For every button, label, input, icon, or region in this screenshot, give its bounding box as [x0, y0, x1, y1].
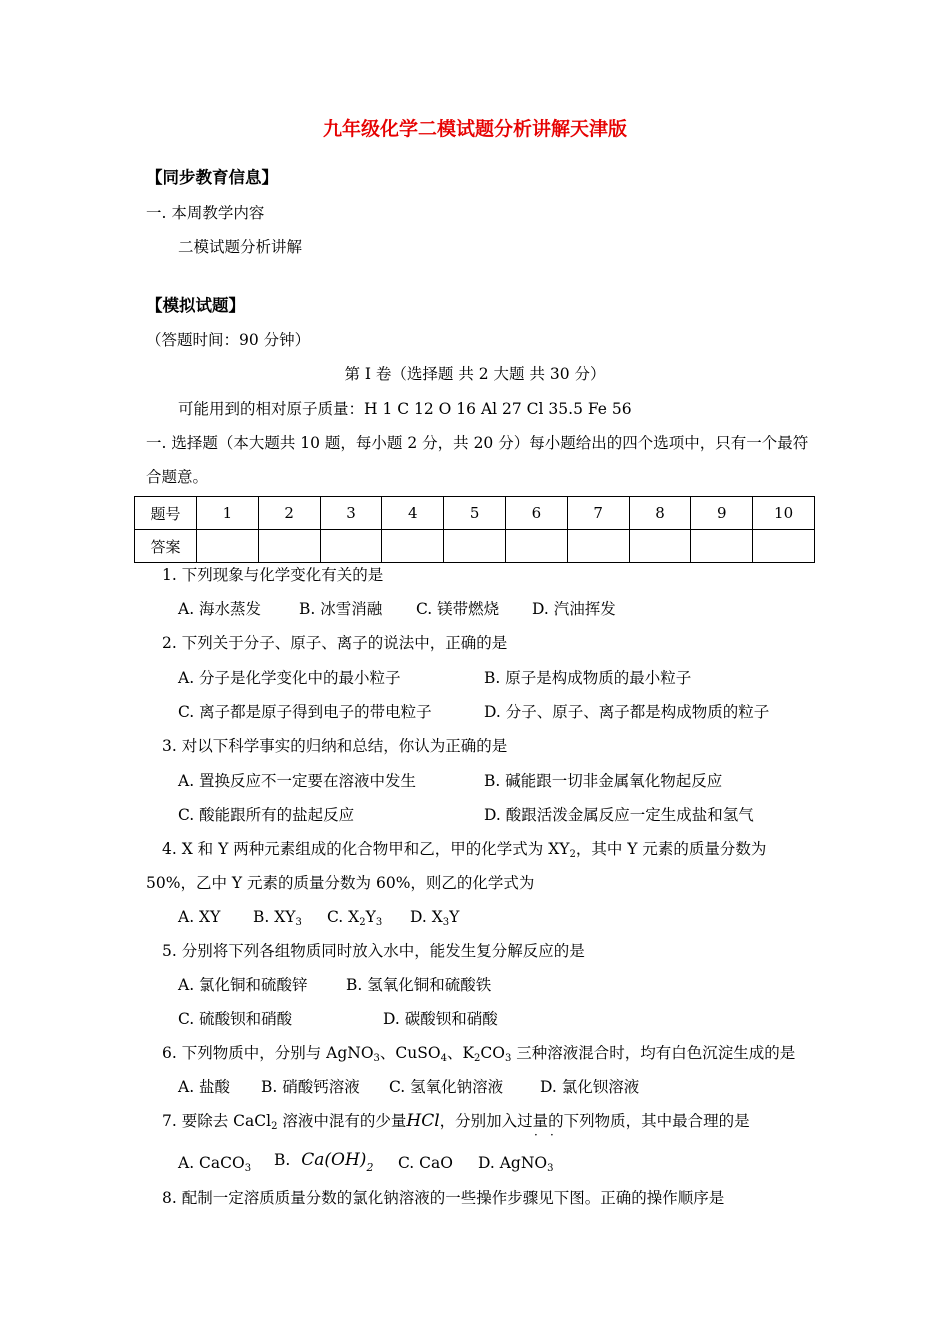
subscript: 3 [375, 917, 383, 928]
subscript: 2 [366, 1161, 374, 1174]
question-2-option-d: D. 分子、原子、离子都是构成物质的粒子 [484, 703, 770, 721]
question-7-option-b [274, 1150, 374, 1174]
question-6-stem-text: 、K [446, 1044, 475, 1062]
subscript: 2 [474, 1053, 481, 1064]
question-number-cell: 5 [444, 497, 506, 530]
question-number-cell: 9 [691, 497, 753, 530]
question-3-option-b: B. 碱能跟一切非金属氧化物起反应 [484, 772, 723, 790]
option-text: Y [449, 908, 460, 926]
hcl-formula: HCl [406, 1111, 440, 1131]
question-4-option-b [253, 907, 302, 927]
answer-cell[interactable] [382, 530, 444, 563]
question-6-stem-text: 6. 下列物质中，分别与 AgNO [162, 1044, 374, 1062]
option-text: D. AgNO [478, 1154, 548, 1172]
answer-cell[interactable] [258, 530, 320, 563]
section-heading-mock-exam: 【模拟试题】 [146, 296, 245, 315]
question-1-option-d: D. 汽油挥发 [532, 600, 616, 618]
question-4-stem-text: 4. X 和 Y 两种元素组成的化合物甲和乙，甲的化学式为 XY [162, 840, 570, 858]
answer-table-row-label: 题号 [135, 497, 197, 530]
question-1-option-c: C. 镁带燃烧 [416, 600, 500, 618]
section-heading-sync-info: 【同步教育信息】 [146, 168, 278, 187]
question-3-option-d: D. 酸跟活泼金属反应一定生成盐和氢气 [484, 806, 754, 824]
question-6-stem-text: 三种溶液混合时，均有白色沉淀生成的是 [511, 1044, 796, 1062]
subscript: 3 [547, 1163, 554, 1174]
subscript: 2 [271, 1121, 278, 1132]
option-text: A. CaCO [178, 1154, 245, 1172]
subscript: 3 [244, 1163, 252, 1174]
question-2-option-c: C. 离子都是原子得到电子的带电粒子 [178, 703, 432, 721]
question-4-stem-text: ，其中 Y 元素的质量分数为 [575, 840, 767, 858]
question-7-stem-text: 7. 要除去 CaCl [162, 1112, 272, 1130]
emphasis-dot: · [534, 1128, 538, 1142]
answer-cell[interactable] [444, 530, 506, 563]
question-number-cell: 1 [197, 497, 259, 530]
subscript: 3 [295, 917, 302, 928]
question-number-cell: 3 [320, 497, 382, 530]
question-number-cell: 2 [258, 497, 320, 530]
option-text: C. X [327, 908, 360, 926]
question-7-stem-text: ，分别加入过量的下列物质，其中最合理的是 [439, 1112, 750, 1130]
question-4-option-a: A. XY [178, 908, 221, 926]
question-4-stem-line2: 50%，乙中 Y 元素的质量分数为 60%，则乙的化学式为 [146, 874, 535, 892]
option-text: B. [274, 1151, 291, 1169]
question-6-stem-text: CO [480, 1044, 505, 1062]
answer-cell[interactable] [753, 530, 815, 563]
answer-cell[interactable] [320, 530, 382, 563]
question-number-cell: 6 [505, 497, 567, 530]
question-4-option-c [327, 907, 382, 927]
answer-cell[interactable] [197, 530, 259, 563]
question-3-option-c: C. 酸能跟所有的盐起反应 [178, 806, 355, 824]
answer-cell[interactable] [567, 530, 629, 563]
document-title: 九年级化学二模试题分析讲解天津版 [322, 118, 627, 140]
subscript: 3 [442, 917, 450, 928]
answer-table-row-label: 答案 [135, 530, 197, 563]
option-text: Y [365, 908, 376, 926]
question-3-option-a: A. 置换反应不一定要在溶液中发生 [178, 772, 417, 790]
question-number-cell: 10 [753, 497, 815, 530]
question-5-stem: 5. 分别将下列各组物质同时放入水中，能发生复分解反应的是 [162, 942, 585, 960]
question-8-stem: 8. 配制一定溶质质量分数的氯化钠溶液的一些操作步骤见下图。正确的操作顺序是 [162, 1189, 725, 1207]
question-6-option-a: A. 盐酸 [178, 1078, 231, 1096]
question-6-stem [162, 1043, 795, 1063]
question-6-option-c: C. 氢氧化钠溶液 [389, 1078, 504, 1096]
question-3-stem: 3. 对以下科学事实的归纳和总结，你认为正确的是 [162, 737, 508, 755]
answer-table-answer-row [135, 530, 815, 563]
subscript: 2 [569, 849, 576, 860]
question-7-option-a [178, 1153, 251, 1173]
answer-cell[interactable] [629, 530, 691, 563]
weekly-content-item: 一. 本周教学内容 [146, 204, 265, 222]
question-number-cell: 4 [382, 497, 444, 530]
subscript: 4 [440, 1053, 447, 1064]
atomic-mass-line: 可能用到的相对原子质量：H 1 C 12 O 16 Al 27 Cl 35.5 Fe 56 [178, 400, 632, 418]
question-number-cell: 7 [567, 497, 629, 530]
part1-instructions-line2: 合题意。 [146, 468, 209, 486]
emphasis-dot: · [550, 1128, 554, 1142]
option-text: B. XY [253, 908, 296, 926]
question-4-stem [162, 839, 766, 859]
question-7-stem-text: 溶液中混有的少量 [277, 1112, 407, 1130]
question-2-option-a: A. 分子是化学变化中的最小粒子 [178, 669, 401, 687]
question-1-option-a: A. 海水蒸发 [178, 600, 262, 618]
subscript: 3 [505, 1053, 512, 1064]
answer-cell[interactable] [691, 530, 753, 563]
question-1-stem: 1. 下列现象与化学变化有关的是 [162, 566, 384, 584]
question-6-stem-text: 、CuSO [379, 1044, 441, 1062]
question-4-option-d [410, 907, 459, 927]
question-5-option-c: C. 硫酸钡和硝酸 [178, 1010, 293, 1028]
question-6-option-d: D. 氯化钡溶液 [540, 1078, 640, 1096]
part1-instructions-line1: 一. 选择题（本大题共 10 题，每小题 2 分，共 20 分）每小题给出的四个选项中，只有一个最符 [146, 434, 809, 452]
weekly-content-text: 二模试题分析讲解 [178, 238, 303, 256]
calcium-hydroxide-formula: Ca(OH) [301, 1150, 367, 1170]
question-5-option-d: D. 碳酸钡和硝酸 [383, 1010, 498, 1028]
question-7-stem [162, 1111, 750, 1131]
answer-cell[interactable] [505, 530, 567, 563]
exam-time: （答题时间：90 分钟） [146, 331, 311, 349]
question-6-option-b: B. 硝酸钙溶液 [261, 1078, 360, 1096]
question-5-option-b: B. 氢氧化铜和硫酸铁 [346, 976, 492, 994]
answer-table-header-row [135, 497, 815, 530]
question-2-stem: 2. 下列关于分子、原子、离子的说法中，正确的是 [162, 634, 508, 652]
question-5-option-a: A. 氯化铜和硫酸锌 [178, 976, 308, 994]
option-text: D. X [410, 908, 443, 926]
question-7-option-c: C. CaO [398, 1154, 453, 1172]
question-number-cell: 8 [629, 497, 691, 530]
question-2-option-b: B. 原子是构成物质的最小粒子 [484, 669, 692, 687]
answer-table [134, 496, 815, 563]
subscript: 2 [359, 917, 366, 928]
question-7-option-d [478, 1153, 554, 1173]
volume-heading: 第 I 卷（选择题 共 2 大题 共 30 分） [344, 365, 606, 383]
subscript: 3 [373, 1053, 380, 1064]
question-1-option-b: B. 冰雪消融 [299, 600, 383, 618]
